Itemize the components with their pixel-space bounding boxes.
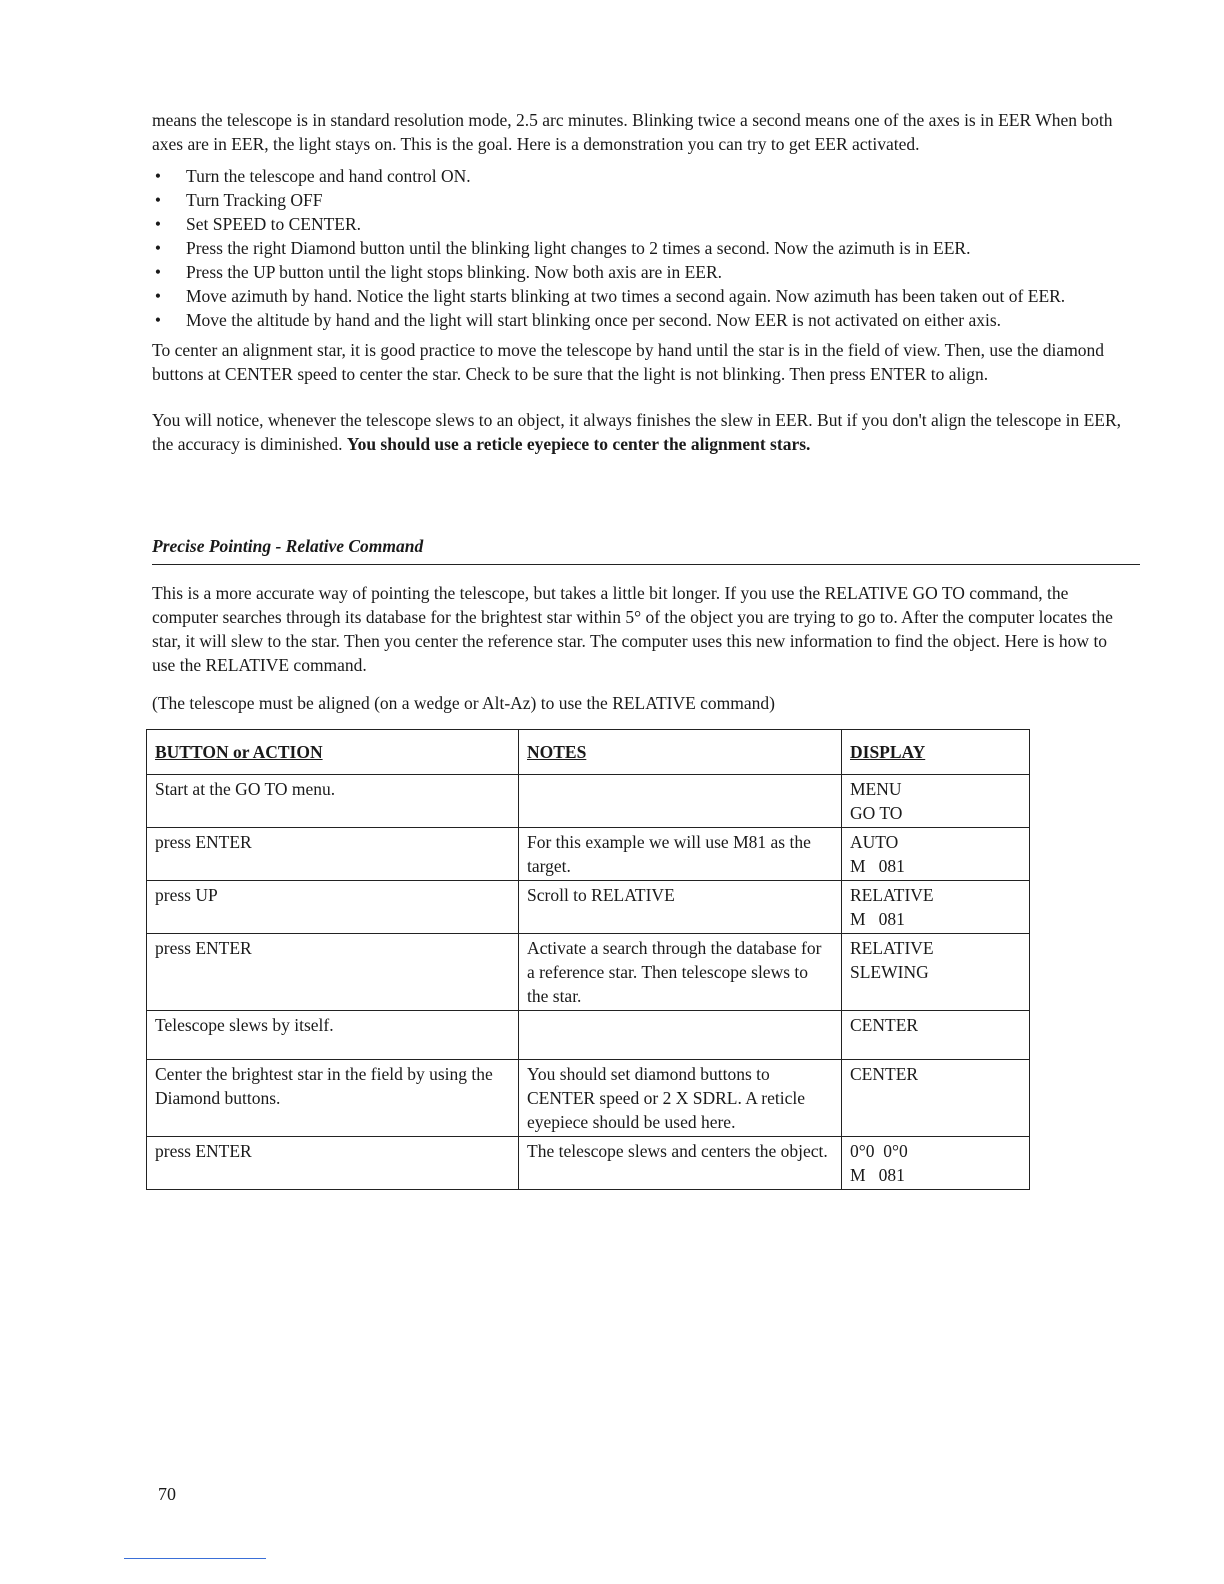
action-cell: Start at the GO TO menu. [147,775,519,828]
list-item: • Turn Tracking OFF [152,188,1132,212]
center-star-paragraph: To center an alignment star, it is good practice to move the telescope by hand until the star is in the field of view. Then, use the diamond buttons at CENTER speed to center the star. Check to be sure that the light is not blinking. Then press ENTER to align. [152,340,1105,384]
action-cell: Telescope slews by itself. [147,1011,519,1060]
action-cell: press UP [147,881,519,934]
action-cell: press ENTER [147,1137,519,1190]
bullet-icon: • [154,190,162,210]
table-row [147,1137,1030,1190]
section-divider [152,564,1140,565]
relative-command-table [146,729,1030,1190]
list-item: • Press the UP button until the light stops blinking. Now both axis are in EER. [152,260,1132,284]
document-page [152,108,1132,1190]
display-cell: MENU GO TO [842,775,1030,828]
action-cell: press ENTER [147,934,519,1011]
action-cell: Center the brightest star in the field by using the Diamond buttons. [147,1060,519,1137]
notes-cell [519,775,842,828]
display-cell: RELATIVE SLEWING [842,934,1030,1011]
display-cell: RELATIVE M 081 [842,881,1030,934]
page-number: 70 [158,1484,176,1504]
alignment-note: (The telescope must be aligned (on a wedge or Alt-Az) to use the RELATIVE command) [152,693,776,713]
action-cell: press ENTER [147,828,519,881]
eer-demo-list [152,164,1132,332]
table-row [147,775,1030,828]
table-row [147,1060,1030,1137]
footer-rule [124,1558,266,1559]
header-button-action: BUTTON or ACTION [147,730,519,775]
display-cell: CENTER [842,1011,1030,1060]
list-item: • Set SPEED to CENTER. [152,212,1132,236]
table-row [147,881,1030,934]
display-cell: AUTO M 081 [842,828,1030,881]
notes-cell: The telescope slews and centers the object. [519,1137,842,1190]
header-display: DISPLAY [842,730,1030,775]
relative-paragraph: This is a more accurate way of pointing the telescope, but takes a little bit longer. If you use the RELATIVE GO TO command, the computer searches through its database for the brightest star within 5° of the object you are trying to go to. After the computer locates the star, it will slew to the star. Then you center the reference star. The computer uses this new information to find the object. Here is how to use the RELATIVE command. [152,583,1113,675]
table-row [147,828,1030,881]
bullet-icon: • [154,238,162,258]
list-item: • Turn the telescope and hand control ON. [152,164,1132,188]
display-cell: 0°0 0°0 M 081 [842,1137,1030,1190]
header-notes: NOTES [519,730,842,775]
bullet-icon: • [154,286,162,306]
bullet-icon: • [154,214,162,234]
list-item: • Press the right Diamond button until the blinking light changes to 2 times a second. Now the azimuth is in EER. [152,236,1132,260]
bullet-icon: • [154,262,162,282]
notes-cell: Scroll to RELATIVE [519,881,842,934]
list-item: • Move the altitude by hand and the light will start blinking once per second. Now EER is not activated on either axis. [152,308,1132,332]
intro-paragraph: means the telescope is in standard resolution mode, 2.5 arc minutes. Blinking twice a second means one of the axes is in EER When both axes are in EER, the light stays on. This is the goal. Here is a demonstration you can try to get EER activated. [152,110,1113,154]
slew-eer-paragraph: You will notice, whenever the telescope slews to an object, it always finishes the slew in EER. But if you don't align the telescope in EER, the accuracy is diminished. You should use a reticle eyepiece to center the alignment stars. [152,410,1122,454]
notes-cell: You should set diamond buttons to CENTER speed or 2 X SDRL. A reticle eyepiece should be used here. [519,1060,842,1137]
bullet-icon: • [154,310,162,330]
notes-cell: Activate a search through the database for a reference star. Then telescope slews to the star. [519,934,842,1011]
list-item: • Move azimuth by hand. Notice the light starts blinking at two times a second again. Now azimuth has been taken out of EER. [152,284,1132,308]
notes-cell: For this example we will use M81 as the target. [519,828,842,881]
table-row [147,1011,1030,1060]
reticle-tip: You should use a reticle eyepiece to center the alignment stars. [346,434,811,454]
bullet-icon: • [154,166,162,186]
display-cell: CENTER [842,1060,1030,1137]
table-row [147,934,1030,1011]
notes-cell [519,1011,842,1060]
section-title: Precise Pointing - Relative Command [152,536,424,556]
table-header-row [147,730,1030,775]
